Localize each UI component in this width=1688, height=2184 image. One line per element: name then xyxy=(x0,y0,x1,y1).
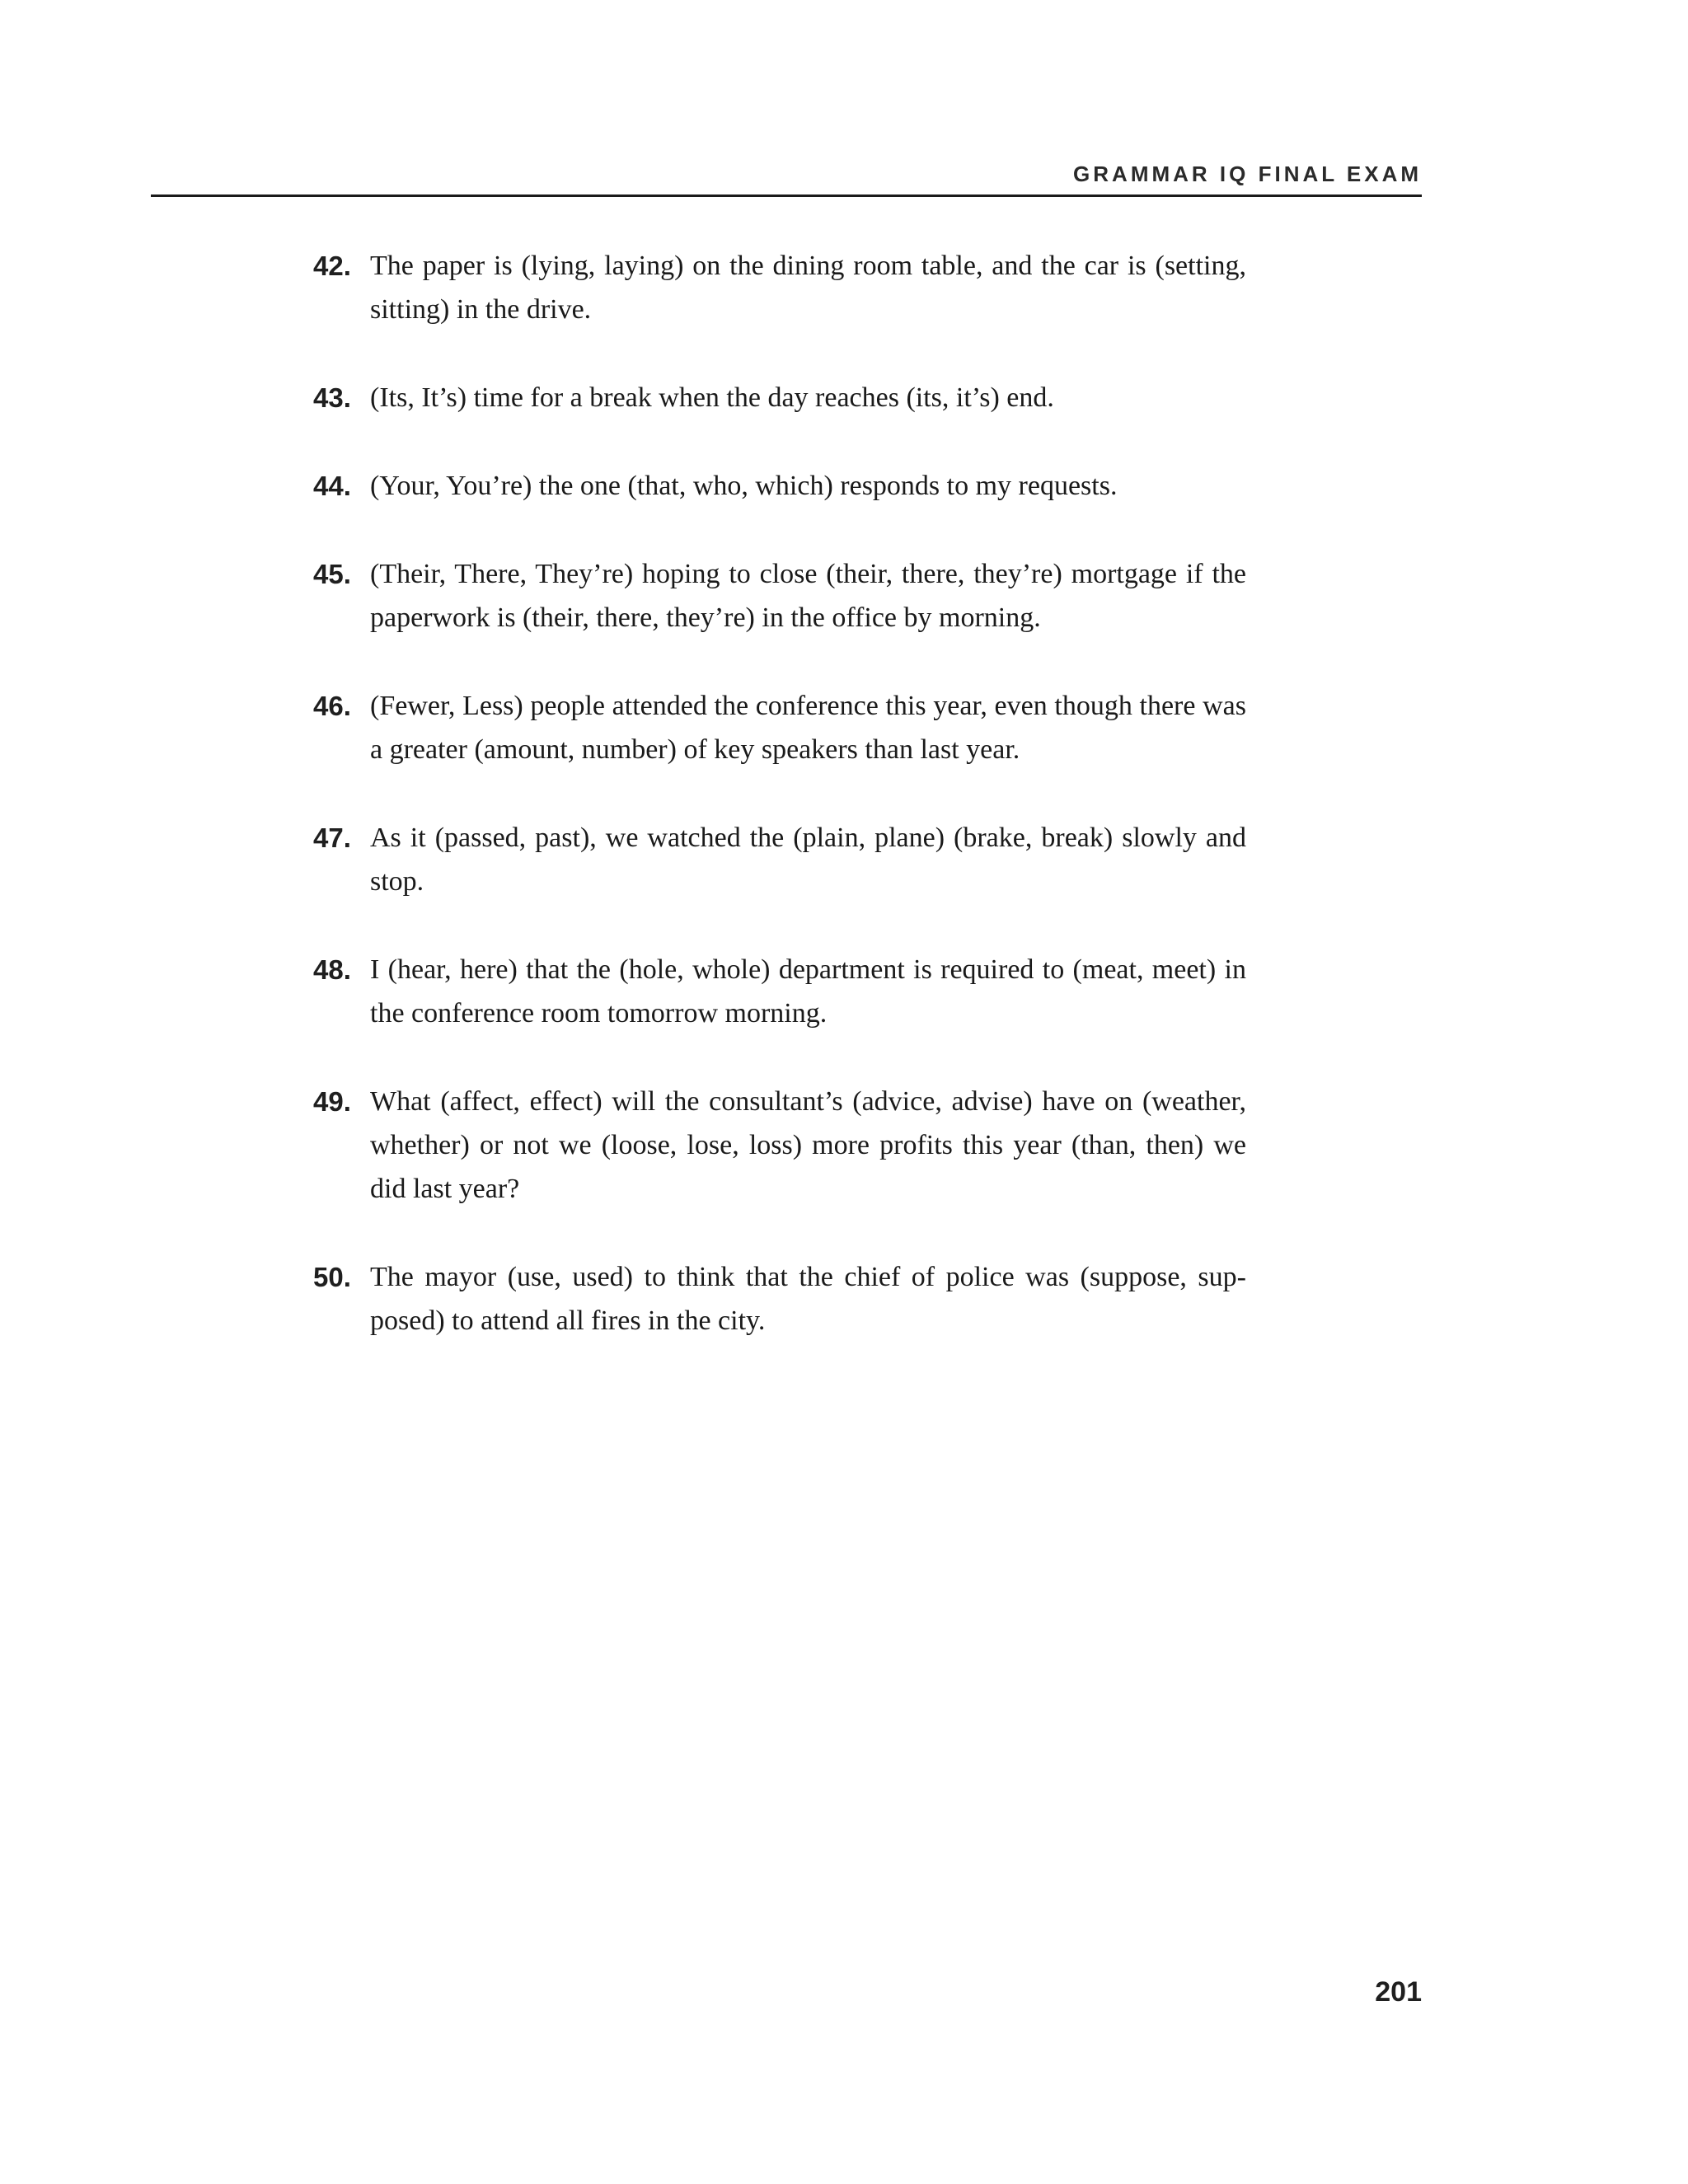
question-number: 43. xyxy=(313,382,351,413)
question-49 xyxy=(313,1080,1246,1211)
question-50 xyxy=(313,1255,1246,1343)
header-rule xyxy=(151,194,1422,197)
question-text: (Fewer, Less) people attended the conference this year, even though there was a greater (amount, number) of key speakers than last year. xyxy=(370,691,1246,765)
question-text: (Their, There, They’re) hoping to close (their, there, they’re) mortgage if the paperwork is (their, there, they’re) in the office by morning. xyxy=(370,559,1246,633)
question-number: 42. xyxy=(313,251,351,281)
question-number: 50. xyxy=(313,1262,351,1292)
question-text: The mayor (use, used) to think that the chief of police was (suppose, supposed) to attend all fires in the city. xyxy=(370,1262,1246,1336)
question-number: 48. xyxy=(313,954,351,985)
question-text: The paper is (lying, laying) on the dining room table, and the car is (setting, sitting) in the drive. xyxy=(370,251,1246,325)
question-number: 49. xyxy=(313,1086,351,1117)
question-text: As it (passed, past), we watched the (plain, plane) (brake, break) slowly and stop. xyxy=(370,823,1246,897)
question-text: I (hear, here) that the (hole, whole) department is required to (meat, meet) in the conference room tomorrow morning. xyxy=(370,954,1246,1029)
question-48 xyxy=(313,948,1246,1035)
question-46 xyxy=(313,684,1246,771)
question-number: 45. xyxy=(313,559,351,589)
question-47 xyxy=(313,816,1246,903)
question-45 xyxy=(313,552,1246,640)
question-42 xyxy=(313,244,1246,331)
question-number: 46. xyxy=(313,691,351,721)
question-number: 44. xyxy=(313,471,351,501)
question-text: (Its, It’s) time for a break when the day reaches (its, it’s) end. xyxy=(370,382,1054,413)
question-number: 47. xyxy=(313,823,351,853)
question-text: What (affect, effect) will the consultant’s (advice, advise) have on (weather, whether) or not we (loose, lose, loss) more profits this year (than, then) we did last year? xyxy=(370,1086,1246,1204)
question-44 xyxy=(313,464,1246,508)
running-head-title: GRAMMAR IQ FINAL EXAM xyxy=(1073,162,1422,186)
question-text: (Your, You’re) the one (that, who, which) responds to my requests. xyxy=(370,471,1118,501)
page-number: 201 xyxy=(1375,1976,1422,2008)
question-43 xyxy=(313,376,1246,419)
question-list xyxy=(313,244,1246,1387)
